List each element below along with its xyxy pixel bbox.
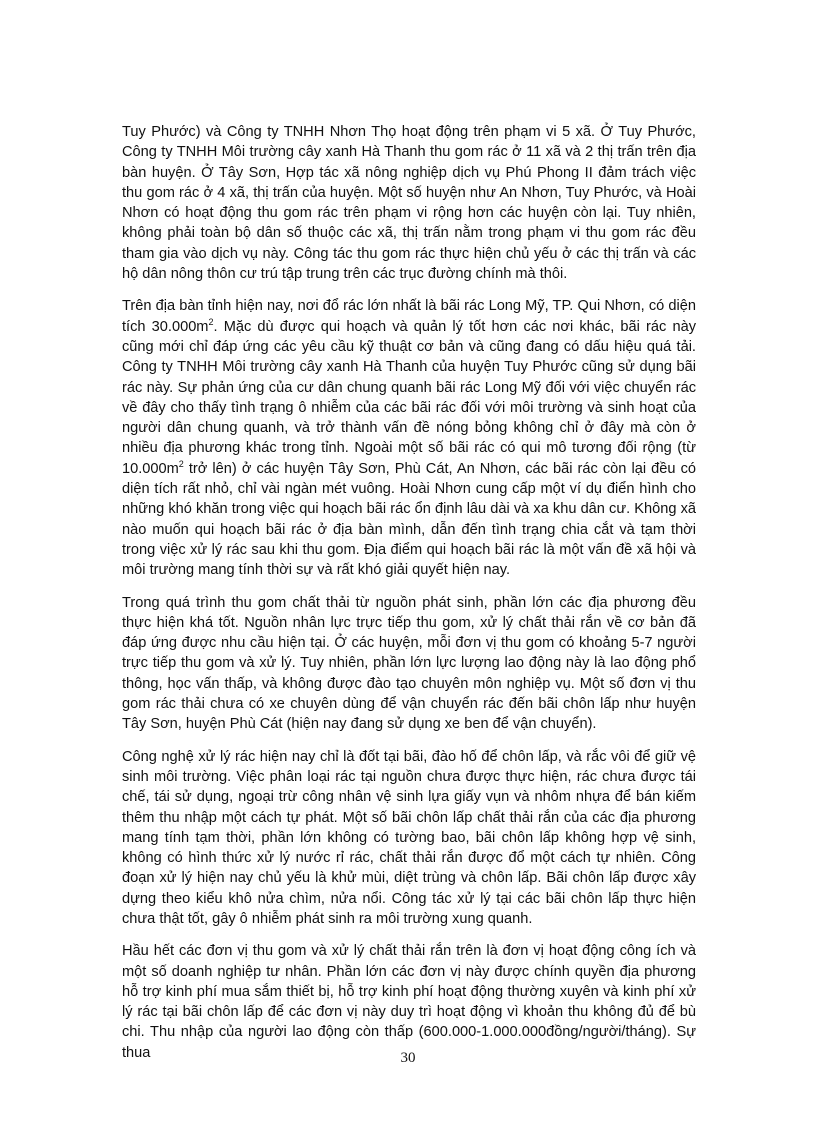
paragraph-4: Công nghệ xử lý rác hiện nay chỉ là đốt tại bãi, đào hố để chôn lấp, và rắc vôi để giữ vệ sinh môi trường. Việc phân loại rác tại nguồn chưa được thực hiện, rác chưa được tái chế, tái sử dụng, ngoại trừ công nhân vệ sinh lựa giấy vụn và nhôm nhựa để bán kiếm thêm thu nhập một cách tự phát. Một số bãi chôn lấp chất thải rắn của các địa phương mang tính tạm thời, phần lớn không có tường bao, bãi chôn lấp không hợp vệ sinh, không có hình thức xử lý nước rỉ rác, chất thải rắn được đổ một cách tự nhiên. Công đoạn xử lý hiện nay chủ yếu là khử mùi, diệt trùng và chôn lấp. Bãi chôn lấp được xây dựng theo kiểu khô nửa chìm, nửa nổi. Công tác xử lý tại các bãi chôn lấp thực hiện chưa thật tốt, gây ô nhiễm phát sinh ra môi trường xung quanh. (122, 748, 696, 927)
body-text (122, 122, 696, 1075)
paragraph-5: Hầu hết các đơn vị thu gom và xử lý chất thải rắn trên là đơn vị hoạt động công ích và một số doanh nghiệp tư nhân. Phần lớn các đơn vị này được chính quyền địa phương hỗ trợ kinh phí mua sắm thiết bị, hỗ trợ kinh phí hoạt động thường xuyên và kinh phí xử lý rác tại bãi chôn lấp để các đơn vị này duy trì hoạt động vì khoản thu không đủ để bù chi. Thu nhập của người lao động còn thấp (600.000-1.000.000đồng/người/tháng). Sự thua (122, 943, 696, 1061)
superscript-1: 2 (208, 316, 214, 327)
paragraph-1: Tuy Phước) và Công ty TNHH Nhơn Thọ hoạt động trên phạm vi 5 xã. Ở Tuy Phước, Công ty TNHH Môi trường cây xanh Hà Thanh thu gom rác ở 11 xã và 2 thị trấn trên địa bàn huyện. Ở Tây Sơn, Hợp tác xã nông nghiệp dịch vụ Phú Phong II đảm trách việc thu gom rác ở 4 xã, thị trấn của huyện. Một số huyện như An Nhơn, Tuy Phước, và Hoài Nhơn có hoạt động thu gom rác trên phạm vi rộng hơn các huyện còn lại. Tuy nhiên, không phải toàn bộ dân số thuộc các xã, thị trấn nằm trong phạm vi thu gom rác đều tham gia vào dịch vụ này. Công tác thu gom rác thực hiện chủ yếu ở các thị trấn và các hộ dân nông thôn cư trú tập trung trên các trục đường chính mà thôi. (122, 124, 696, 283)
paragraph-2-part-b: . Mặc dù được qui hoạch và quản lý tốt hơn các nơi khác, bãi rác này cũng mới chỉ đáp ứng các yêu cầu kỹ thuật cơ bản và cũng đang có dấu hiệu quá tải. Công ty TNHH Môi trường cây xanh Hà Thanh của huyện Tuy Phước cũng sử dụng bãi rác này. Sự phản ứng của cư dân chung quanh bãi rác Long Mỹ đối với việc chuyển rác về đây cho thấy tình trạng ô nhiễm của các bãi rác đối với môi trường và sinh hoạt của người dân chung quanh, và trở thành vấn đề nóng bỏng không chỉ ở đây mà còn ở nhiều địa phương khác trong tỉnh. Ngoài một số bãi rác có qui mô tương đối rộng (từ 10.000m (122, 318, 696, 477)
paragraph-3: Trong quá trình thu gom chất thải từ nguồn phát sinh, phần lớn các địa phương đều thực hiện khá tốt. Nguồn nhân lực trực tiếp thu gom, xử lý chất thải rắn về cơ bản đã đáp ứng được nhu cầu hiện tại. Ở các huyện, mỗi đơn vị thu gom có khoảng 5-7 người trực tiếp thu gom và xử lý. Tuy nhiên, phần lớn lực lượng lao động này là lao động phổ thông, học vấn thấp, và không được đào tạo chuyên môn nghiệp vụ. Một số đơn vị thu gom rác thải chưa có xe chuyên dùng để vận chuyển rác đến bãi chôn lấp như huyện Tây Sơn, huyện Phù Cát (hiện nay đang sử dụng xe ben để vận chuyển). (122, 594, 696, 733)
page-number: 30 (400, 1050, 416, 1066)
paragraph-2-part-a: Trên địa bàn tỉnh hiện nay, nơi đổ rác lớn nhất là bãi rác Long Mỹ, TP. Qui Nhơn, có diện tích 30.000m (122, 298, 696, 335)
paragraph-2-part-c: trở lên) ở các huyện Tây Sơn, Phù Cát, An Nhơn, các bãi rác còn lại đều có diện tích rất nhỏ, chỉ vài ngàn mét vuông. Hoài Nhơn cung cấp một ví dụ điển hình cho những khó khăn trong việc qui hoạch bãi rác ổn định lâu dài và xa khu dân cư. Không xã nào muốn qui hoạch bãi rác ở địa bàn mình, dẫn đến tình trạng chia cắt và tạm thời trong việc xử lý rác sau khi thu gom. Địa điểm qui hoạch bãi rác là một vấn đề xã hội và môi trường mang tính thời sự và rất khó giải quyết hiện nay. (122, 460, 696, 579)
superscript-2: 2 (178, 458, 184, 469)
paragraph-2 (122, 296, 696, 580)
